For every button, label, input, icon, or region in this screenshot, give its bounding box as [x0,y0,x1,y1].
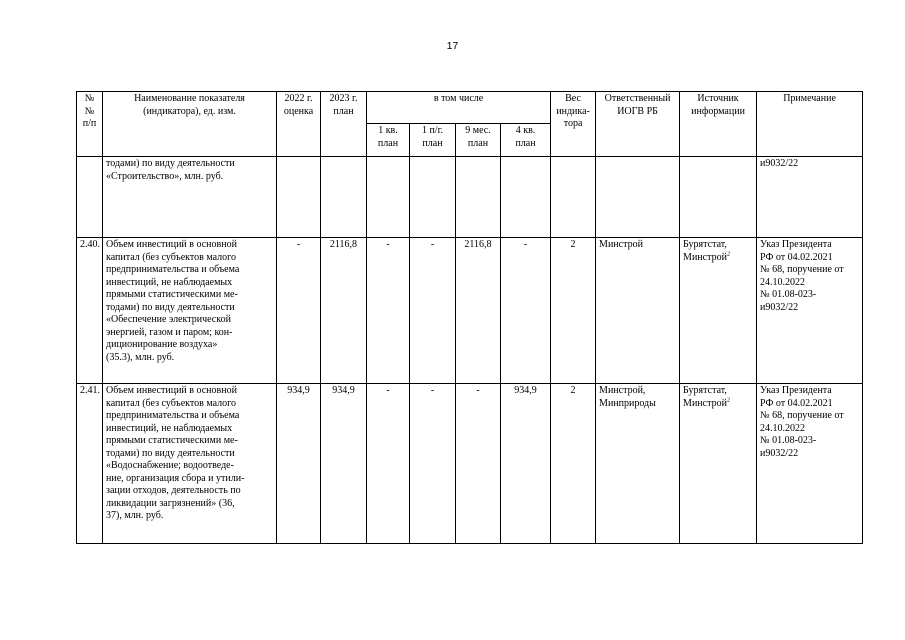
row-num: 2.41. [77,384,103,544]
indicators-table [76,91,863,544]
row-9m: 2116,8 [456,238,501,384]
row-2023: 934,9 [321,384,367,544]
row-q4 [501,157,551,238]
row-2023: 2116,8 [321,238,367,384]
table-row [77,238,863,384]
header-source: Источник информации [680,92,757,157]
header-2022: 2022 г. оценка [277,92,321,157]
row-source [680,384,757,544]
header-num: №№ п/п [77,92,103,157]
row-9m [456,157,501,238]
row-responsible: Минстрой, Минприроды [596,384,680,544]
row-responsible [596,157,680,238]
row-source-text: Бурятстат, Минстрой [683,239,727,263]
row-q1 [367,157,410,238]
row-name: тодами) по виду деятельности «Строительство», млн. руб. [103,157,277,238]
header-h1: 1 п/г. план [410,124,456,157]
row-note: Указ Президента РФ от 04.02.2021 № 68, поручение от 24.10.2022 № 01.08-023- и9032/22 [757,238,863,384]
row-h1: - [410,384,456,544]
table-row [77,157,863,238]
row-source [680,157,757,238]
row-name: Объем инвестиций в основной капитал (без субъектов малого предпринимательства и объема инвестиций, не наблюдаемых прямыми статистическими ме- тодами) по виду деятельности «Обеспечение электрической энергией, газом и паром; кон- диционирование воздуха» (35.3), млн. руб. [103,238,277,384]
header-responsible: Ответственный ИОГВ РБ [596,92,680,157]
row-responsible: Минстрой [596,238,680,384]
row-source [680,238,757,384]
row-2023 [321,157,367,238]
row-weight: 2 [551,238,596,384]
row-source-footnote: 2 [726,397,730,404]
row-num [77,157,103,238]
row-q1: - [367,238,410,384]
row-2022: 934,9 [277,384,321,544]
page-number: 17 [446,40,459,52]
row-source-text: Бурятстат, Минстрой [683,385,727,409]
row-note: и9032/22 [757,157,863,238]
header-including: в том числе [367,92,551,124]
row-2022: - [277,238,321,384]
row-weight: 2 [551,384,596,544]
table-row [77,384,863,544]
header-weight: Вес индика- тора [551,92,596,157]
row-num: 2.40. [77,238,103,384]
header-row [77,92,863,124]
row-note: Указ Президента РФ от 04.02.2021 № 68, поручение от 24.10.2022 № 01.08-023- и9032/22 [757,384,863,544]
header-q1: 1 кв. план [367,124,410,157]
row-name: Объем инвестиций в основной капитал (без субъектов малого предпринимательства и объема инвестиций, не наблюдаемых прямыми статистическими ме- тодами) по виду деятельности «Водоснабжение; водоотведе- ние, организация сбора и утили- зации отходов, деятельность по ликвидации загрязнений» (36, 37), млн. руб. [103,384,277,544]
header-9m: 9 мес. план [456,124,501,157]
row-h1: - [410,238,456,384]
row-h1 [410,157,456,238]
header-2023: 2023 г. план [321,92,367,157]
header-note: Примечание [757,92,863,157]
row-source-footnote: 2 [726,251,730,258]
row-q4: - [501,238,551,384]
row-weight [551,157,596,238]
header-q4: 4 кв. план [501,124,551,157]
row-q4: 934,9 [501,384,551,544]
header-name: Наименование показателя (индикатора), ед. изм. [103,92,277,157]
row-q1: - [367,384,410,544]
row-2022 [277,157,321,238]
row-9m: - [456,384,501,544]
